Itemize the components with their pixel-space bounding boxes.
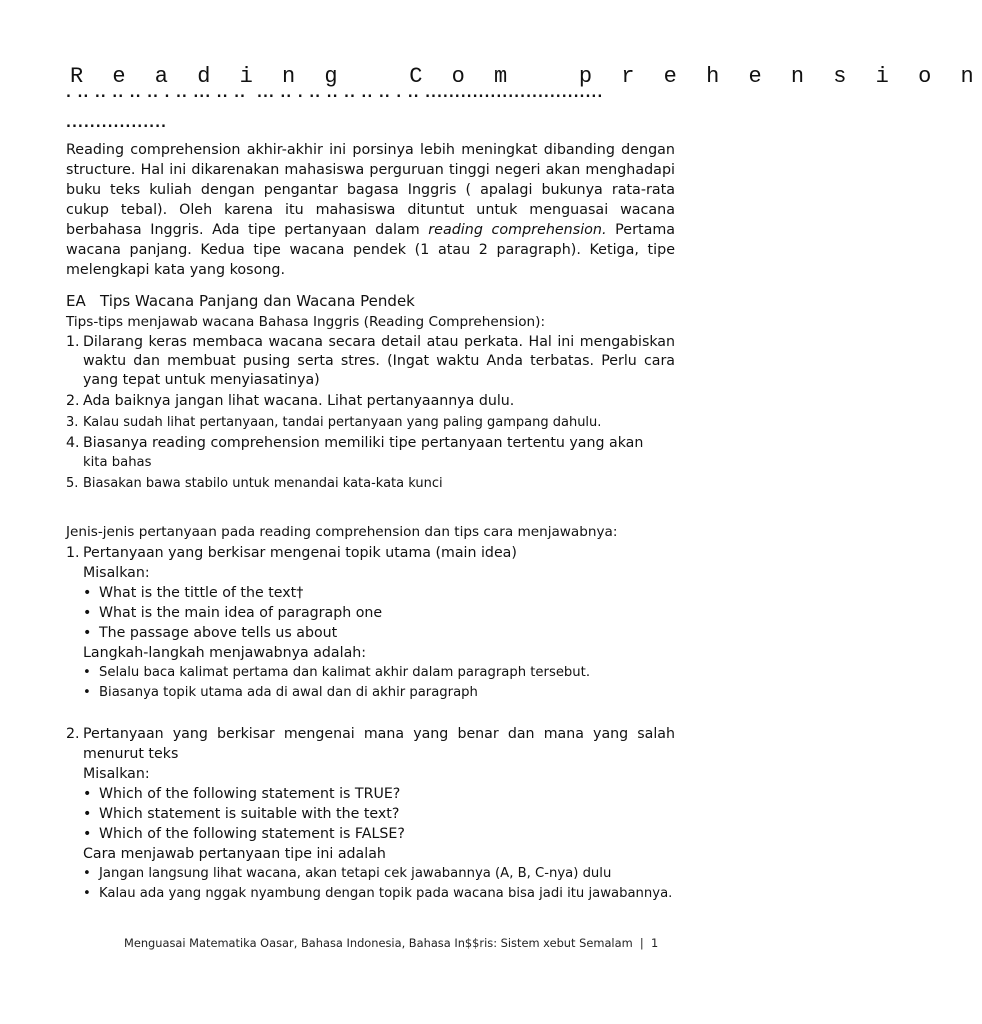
question-type-2 — [66, 724, 675, 904]
steps-label: Langkah-langkah menjawabnya adalah: — [83, 645, 367, 661]
page-footer: Menguasai Matematika Oasar, Bahasa Indonesia, Bahasa In$$ris: Sistem xebut Semalam | 1 — [124, 936, 659, 950]
list-item: • Jangan langsung lihat wacana, akan tetapi cek jawabannya (A, B, C-nya) dulu — [83, 866, 612, 881]
question-types-heading: Jenis-jenis pertanyaan pada reading comprehension dan tips cara menjawabnya: — [66, 524, 618, 540]
list-item: • Which statement is suitable with the text? — [83, 806, 400, 822]
list-item: 1. Dilarang keras membaca wacana secara detail atau perkata. Hal ini mengabiskan waktu dan membuat pusing serta stres. (Ingat waktu Anda terbatas. Perlu cara yang tepat untuk menyiasatinya) — [66, 334, 675, 388]
example-label: Misalkan: — [83, 565, 150, 581]
steps-list — [83, 864, 675, 904]
list-item: 5. Biasakan bawa stabilo untuk menandai kata-kata kunci — [66, 476, 443, 491]
list-item: • Selalu baca kalimat pertama dan kalimat akhir dalam paragraph tersebut. — [83, 665, 591, 680]
intro-text-2: Pertama wacana panjang. Kedua tipe wacana pendek (1 atau 2 paragraph). Ketiga, tipe melengkapi kata yang kosong. — [66, 222, 676, 278]
section-heading: EA Tips Wacana Panjang dan Wacana Pendek — [66, 292, 415, 310]
question-title: Pertanyaan yang berkisar mengenai mana yang benar dan mana yang salah menurut teks — [83, 726, 675, 762]
list-item: 2. Ada baiknya jangan lihat wacana. Lihat pertanyaannya dulu. — [66, 393, 515, 409]
list-item: • What is the main idea of paragraph one — [83, 605, 383, 621]
tips-list — [66, 333, 675, 495]
list-item: • Which of the following statement is TRUE? — [83, 786, 401, 802]
list-item: • Kalau ada yang nggak nyambung dengan topik pada wacana bisa jadi itu jawabannya. — [83, 886, 673, 901]
list-item: 4. Biasanya reading comprehension memiliki tipe pertanyaan tertentu yang akan kita bahas — [66, 435, 644, 470]
question-type-1 — [66, 543, 675, 703]
list-item: 1. Pertanyaan yang berkisar mengenai topik utama (main idea) Misalkan: • What is the tittle of the text† • What is the main idea of paragraph one • The passage above tells us about Langkah-langkah menjawabnya adalah: • Selalu baca kalimat pertama dan kalimat akhir dalam paragraph tersebut. • Biasanya topik utama ada di awal dan di akhir paragraph — [66, 543, 675, 703]
list-item: • Biasanya topik utama ada di awal dan di akhir paragraph — [83, 685, 478, 700]
examples-list — [83, 583, 675, 643]
steps-list — [83, 663, 675, 703]
intro-text: Reading comprehension akhir-akhir ini porsinya lebih meningkat dibanding dengan structure. Hal ini dikarenakan mahasiswa perguruan tinggi negeri akan menghadapi buku teks kuliah dengan pengantar bagasa Inggris ( apalagi bukunya rata-rata cukup tebal). Oleh karena itu mahasiswa dituntut untuk menguasai wacana berbahasa Inggris. Ada tipe pertanyaan dalam — [66, 142, 675, 238]
dotted-line-2: ................. — [66, 116, 167, 131]
example-label: Misalkan: — [83, 766, 150, 782]
dotted-line: . .. .. .. .. .. . .. ... .. .. ... .. . .. .. .. .. .. . .. .............................. — [66, 86, 604, 101]
examples-list — [83, 784, 675, 844]
question-title: Pertanyaan yang berkisar mengenai topik utama (main idea) — [83, 545, 517, 561]
intro-paragraph — [66, 140, 675, 280]
list-item: • What is the tittle of the text† — [83, 585, 304, 601]
intro-italic: reading comprehension. — [428, 222, 607, 238]
page-title: R e a d i n g C o m p r e h e n s i o n — [70, 64, 982, 89]
tips-subheading: Tips-tips menjawab wacana Bahasa Inggris (Reading Comprehension): — [66, 314, 546, 330]
list-item: 2. Pertanyaan yang berkisar mengenai mana yang benar dan mana yang salah menurut teks Misalkan: • Which of the following statement is TRUE? • Which statement is suitable with the text? • Which of the following statement is FALSE? Cara menjawab pertanyaan tipe ini adalah • Jangan langsung lihat wacana, akan tetapi cek jawabannya (A, B, C-nya) dulu • Kalau ada yang nggak nyambung dengan topik pada wacana bisa jadi itu jawabannya. — [66, 724, 675, 904]
list-item: • Which of the following statement is FALSE? — [83, 826, 405, 842]
steps-label: Cara menjawab pertanyaan tipe ini adalah — [83, 846, 386, 862]
list-item: • The passage above tells us about — [83, 625, 338, 641]
list-item: 3. Kalau sudah lihat pertanyaan, tandai pertanyaan yang paling gampang dahulu. — [66, 415, 602, 430]
